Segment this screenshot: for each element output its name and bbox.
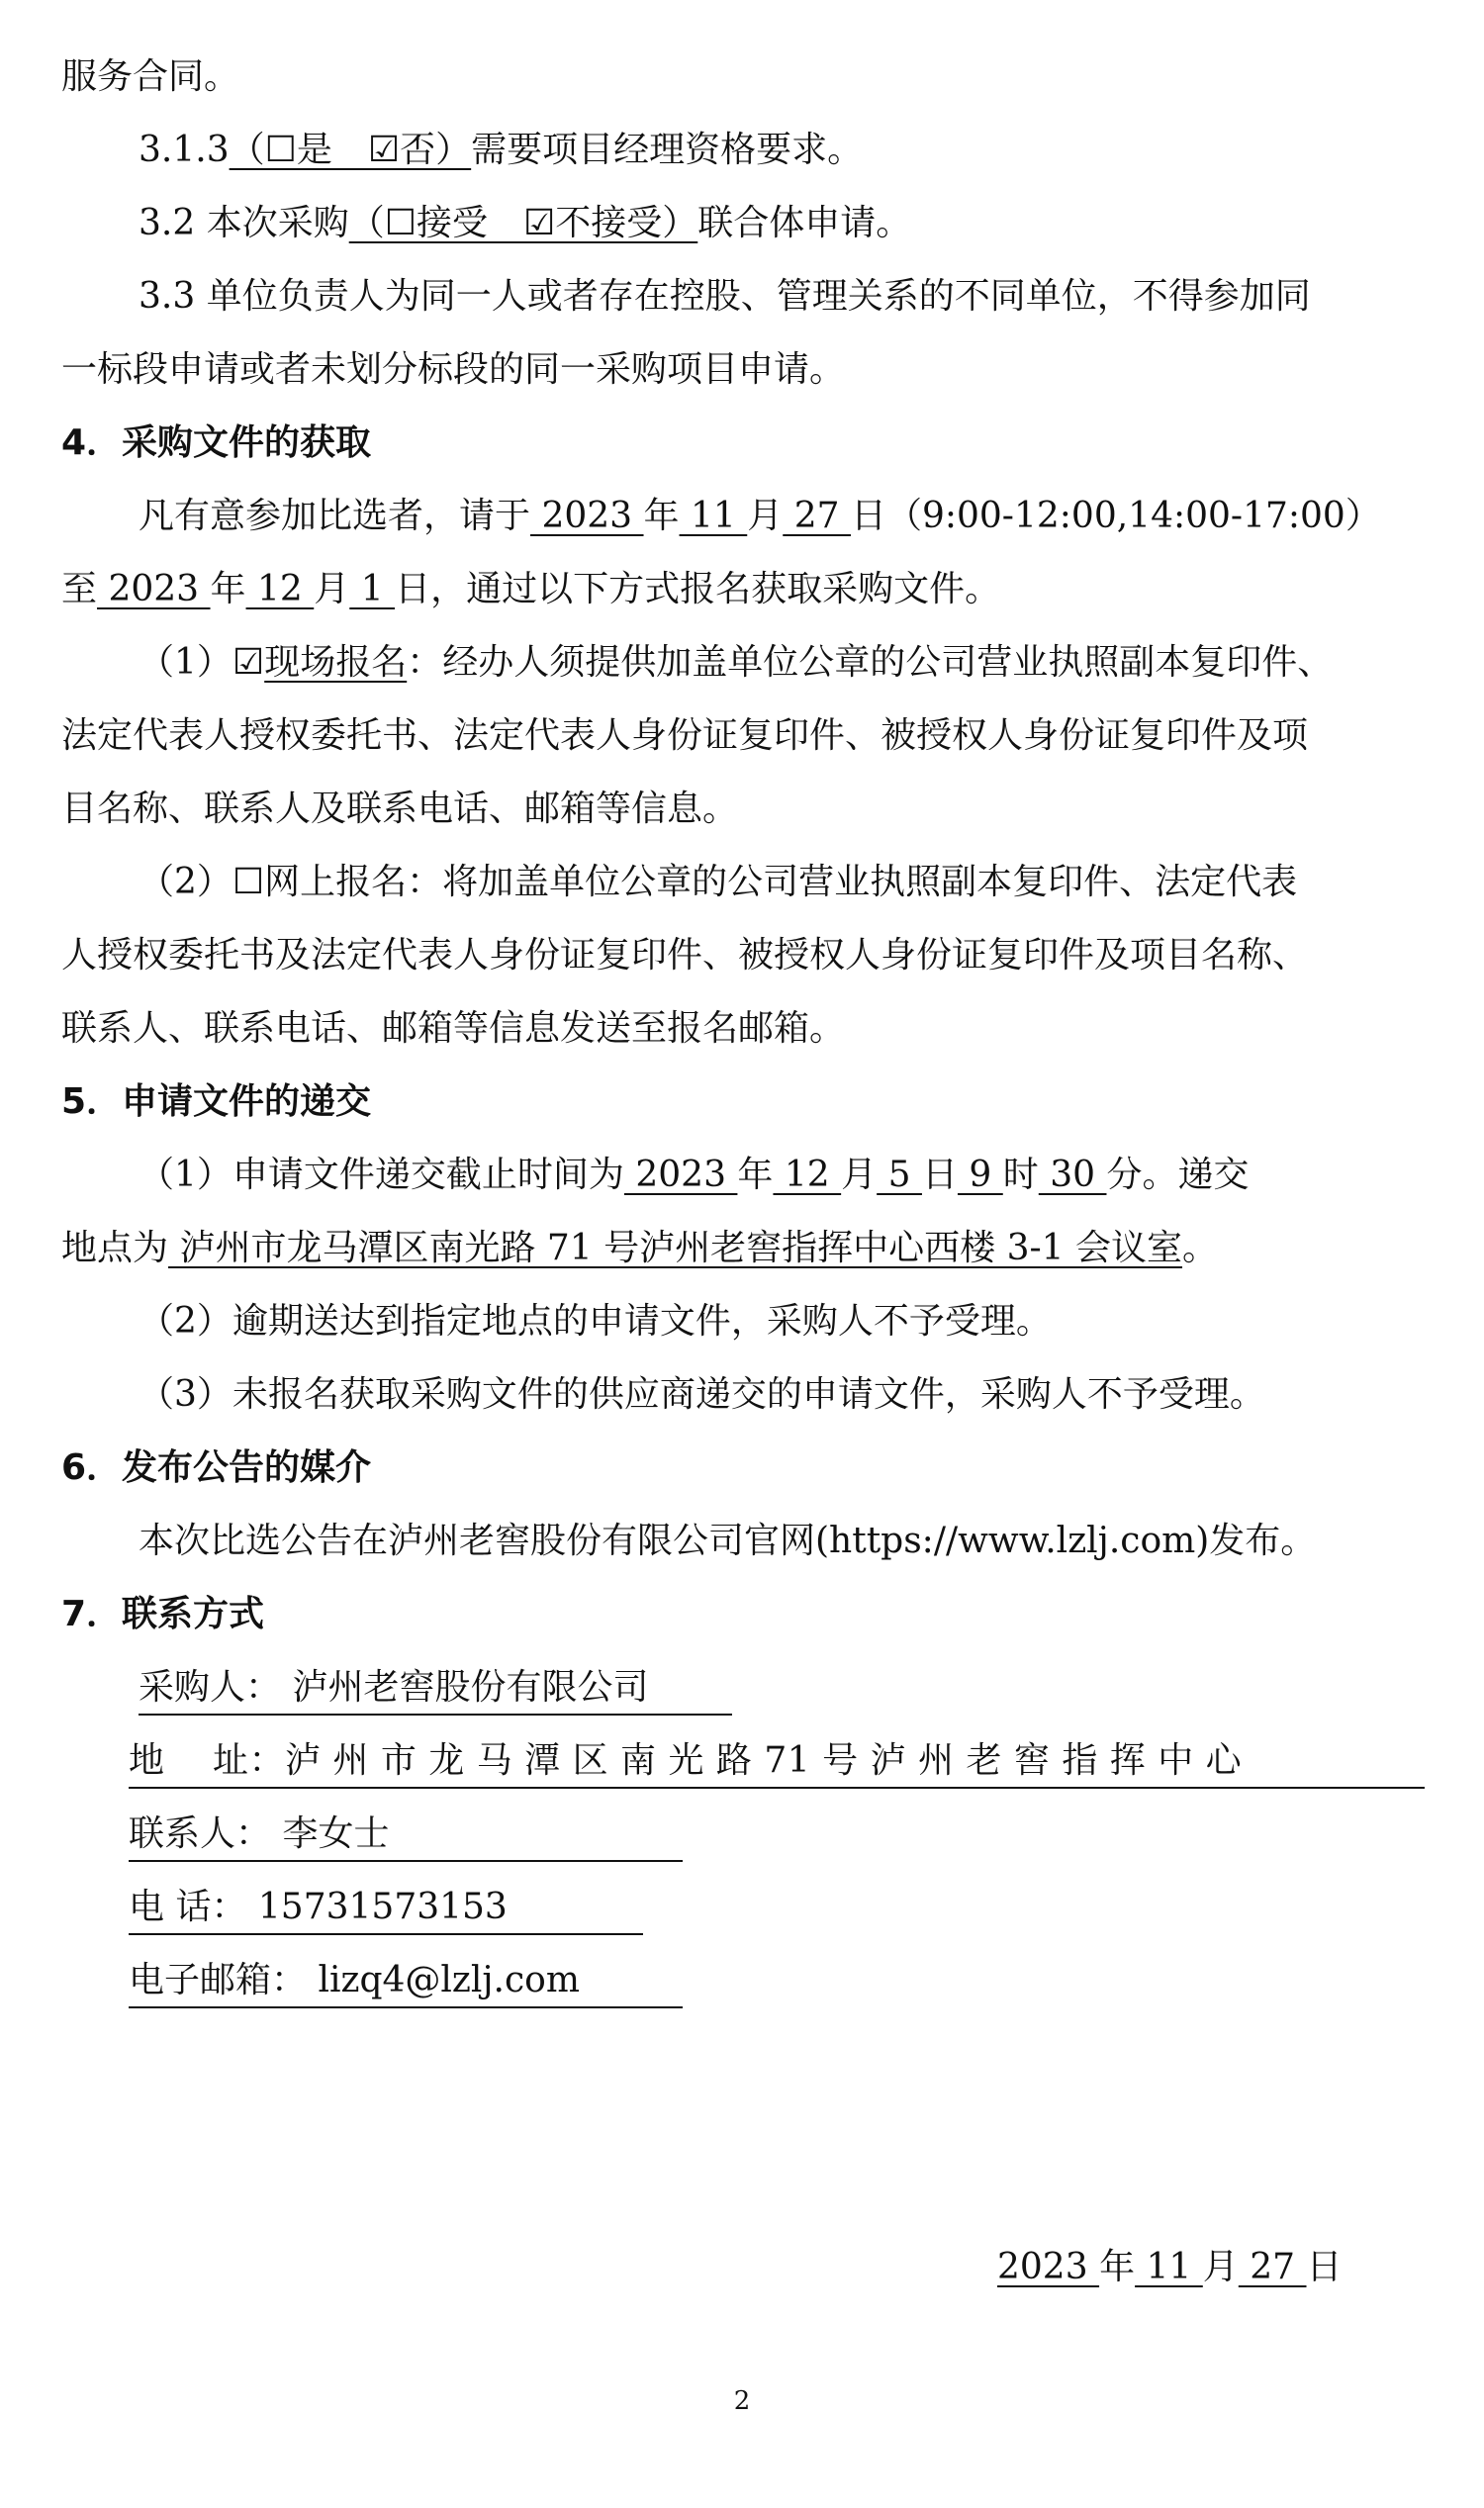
text: 日，通过以下方式报名获取采购文件。: [395, 569, 1001, 609]
text: 月: [314, 569, 350, 609]
page-number: 2: [733, 2386, 751, 2416]
clause-text: 联合体申请。: [697, 203, 912, 243]
signature-date: [997, 2244, 1343, 2291]
contact-person: 联系人： 李女士: [129, 1813, 390, 1854]
deadline-minute: 30: [1038, 1155, 1107, 1195]
deadline-hour: 9: [957, 1155, 1003, 1195]
text: 分。递交: [1106, 1155, 1250, 1195]
end-year: 2023: [97, 569, 211, 609]
deadline-month: 12: [773, 1155, 842, 1195]
text: 至: [61, 569, 98, 609]
online-registration-line: （2）☐网上报名：将加盖单位公章的公司营业执照副本复印件、法定代表: [139, 862, 1298, 902]
start-day: 27: [783, 496, 851, 536]
sign-day: 27: [1238, 2247, 1307, 2287]
text-line: 法定代表人授权委托书、法定代表人身份证复印件、被授权人身份证复印件及项: [61, 715, 1309, 756]
text-line: （3）未报名获取采购文件的供应商递交的申请文件，采购人不予受理。: [139, 1374, 1265, 1415]
underline: [129, 2006, 683, 2008]
contact-email: 电子邮箱： lizq4@lzlj.com: [129, 1960, 580, 2000]
text: 日（9:00-12:00,14:00-17:00）: [850, 496, 1381, 536]
text: 时: [1002, 1155, 1039, 1195]
text: 日: [921, 1155, 958, 1195]
submission-location-line: [61, 1225, 1218, 1272]
underline: [129, 1787, 1425, 1789]
acquisition-period-line: [139, 493, 1381, 540]
text: 日: [1306, 2247, 1343, 2287]
acquisition-end-line: [61, 566, 1000, 613]
text-line: 目名称、联系人及联系电话、邮箱等信息。: [61, 789, 739, 829]
start-month: 11: [679, 496, 748, 536]
text: ：经办人须提供加盖单位公章的公司营业执照副本复印件、: [407, 642, 1334, 683]
section-heading-5: 5．申请文件的递交: [61, 1081, 372, 1122]
checkbox-options: （☐是 ☑否）: [229, 130, 472, 170]
clause-3-1-3: [139, 127, 863, 174]
text: 。: [1182, 1228, 1219, 1268]
text-line: 一标段申请或者未划分标段的同一采购项目申请。: [61, 349, 846, 390]
section-heading-4: 4．采购文件的获取: [61, 422, 372, 463]
text: （1）☑: [139, 642, 265, 683]
text: 月: [1202, 2247, 1239, 2287]
text: 地点为: [61, 1228, 169, 1268]
text-line: 人授权委托书及法定代表人身份证复印件、被授权人身份证复印件及项目名称、: [61, 935, 1309, 975]
text: 月: [841, 1155, 878, 1195]
text: 年: [1099, 2247, 1136, 2287]
underline: [139, 1714, 732, 1716]
deadline-year: 2023: [623, 1155, 738, 1195]
end-day: 1: [349, 569, 396, 609]
submission-deadline-line: [139, 1152, 1250, 1199]
clause-number: 3.1.3: [139, 130, 230, 170]
text: （1）申请文件递交截止时间为: [139, 1155, 624, 1195]
contact-address: 地 址：泸 州 市 龙 马 潭 区 南 光 路 71 号 泸 州 老 窖 指 挥 中 心: [129, 1740, 1243, 1781]
text: 年: [210, 569, 246, 609]
text: 年: [643, 496, 680, 536]
clause-text: 需要项目经理资格要求。: [471, 130, 864, 170]
text-line: 联系人、联系电话、邮箱等信息发送至报名邮箱。: [61, 1008, 846, 1049]
text: 月: [747, 496, 784, 536]
checkbox-options: （☐接受 ☑不接受）: [348, 203, 698, 243]
text: 凡有意参加比选者，请于: [139, 496, 531, 536]
text-line: 服务合同。: [61, 56, 240, 97]
end-month: 12: [245, 569, 315, 609]
sign-year: 2023: [997, 2247, 1100, 2287]
onsite-registration-line: [139, 639, 1333, 687]
underline: [129, 1933, 643, 1935]
section-heading-7: 7．联系方式: [61, 1594, 265, 1634]
sign-month: 11: [1135, 2247, 1203, 2287]
clause-3-3: 3.3 单位负责人为同一人或者存在控股、管理关系的不同单位，不得参加同: [139, 276, 1311, 317]
start-year: 2023: [530, 496, 644, 536]
section-heading-6: 6．发布公告的媒介: [61, 1447, 372, 1488]
clause-3-2: [139, 200, 911, 247]
submission-location: 泸州市龙马潭区南光路 71 号泸州老窖指挥中心西楼 3-1 会议室: [168, 1228, 1183, 1268]
contact-purchaser: 采购人： 泸州老窖股份有限公司: [139, 1667, 649, 1708]
deadline-day: 5: [877, 1155, 922, 1195]
text: 年: [737, 1155, 774, 1195]
contact-phone: 电 话： 15731573153: [129, 1887, 508, 1927]
media-line: 本次比选公告在泸州老窖股份有限公司官网(https://www.lzlj.com)发布。: [139, 1521, 1317, 1561]
onsite-registration-label: 现场报名: [264, 642, 408, 683]
text-line: （2）逾期送达到指定地点的申请文件，采购人不予受理。: [139, 1301, 1052, 1342]
underline: [129, 1860, 683, 1862]
clause-text: 3.2 本次采购: [139, 203, 349, 243]
